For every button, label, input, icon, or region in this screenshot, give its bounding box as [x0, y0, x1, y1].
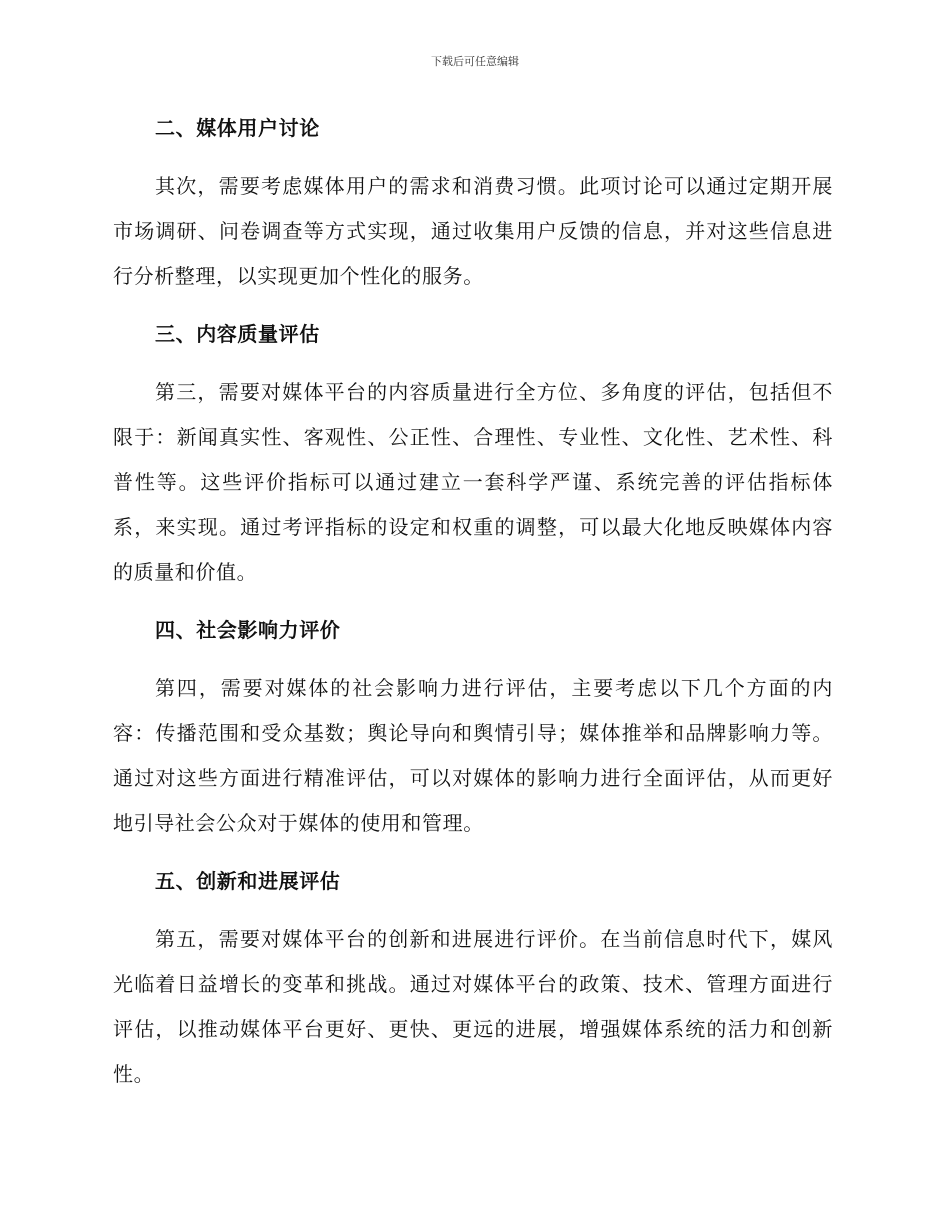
section-paragraph-4: 第四，需要对媒体的社会影响力进行评估，主要考虑以下几个方面的内容：传播范围和受众基数；舆论导向和舆情引导；媒体推举和品牌影响力等。通过对这些方面进行精准评估，可以对媒体的影响力进行全面评估，从而更好地引导社会公众对于媒体的使用和管理。: [113, 676, 833, 835]
section-heading-2: 二、媒体用户讨论: [155, 116, 320, 140]
section-heading-3: 三、内容质量评估: [155, 322, 320, 346]
section-heading-4: 四、社会影响力评价: [155, 618, 341, 642]
section-paragraph-3: 第三，需要对媒体平台的内容质量进行全方位、多角度的评估，包括但不限于：新闻真实性、客观性、公正性、合理性、专业性、文化性、艺术性、科普性等。这些评价指标可以通过建立一套科学严谨、系统完善的评估指标体系，来实现。通过考评指标的设定和权重的调整，可以最大化地反映媒体内容的质量和价值。: [113, 380, 833, 584]
section-paragraph-5: 第五，需要对媒体平台的创新和进展进行评价。在当前信息时代下，媒风光临着日益增长的变革和挑战。通过对媒体平台的政策、技术、管理方面进行评估，以推动媒体平台更好、更快、更远的进展，增强媒体系统的活力和创新性。: [113, 927, 833, 1086]
page-header: 下载后可任意编辑: [431, 55, 519, 68]
section-heading-5: 五、创新和进展评估: [155, 869, 341, 893]
section-paragraph-2: 其次，需要考虑媒体用户的需求和消费习惯。此项讨论可以通过定期开展市场调研、问卷调查等方式实现，通过收集用户反馈的信息，并对这些信息进行分析整理，以实现更加个性化的服务。: [113, 174, 833, 288]
document-body: [113, 106, 833, 1110]
